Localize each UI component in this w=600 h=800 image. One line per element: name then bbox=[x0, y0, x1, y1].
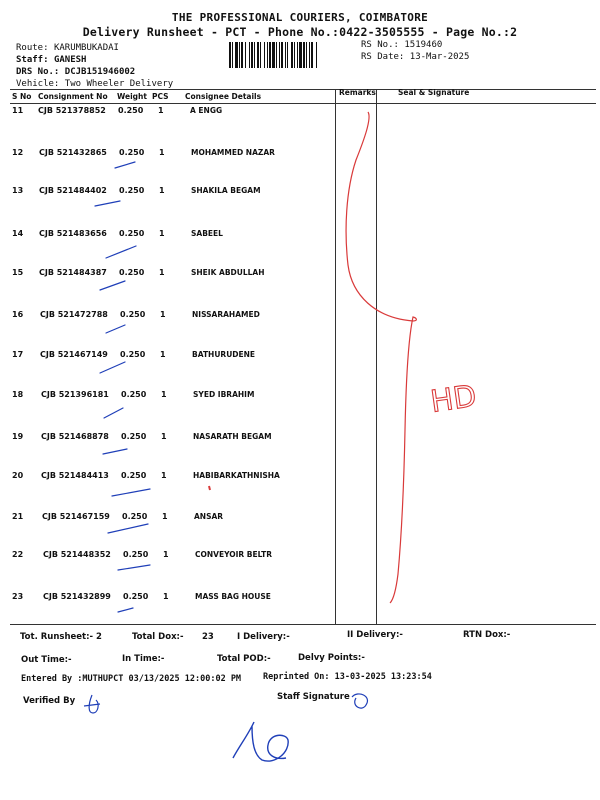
cell-consignment: CJB 521448352 bbox=[43, 550, 111, 559]
total-pod: Total POD:- bbox=[217, 654, 271, 664]
cell-sno: 13 bbox=[12, 186, 24, 195]
cell-pcs: 1 bbox=[159, 229, 165, 238]
cell-weight: 0.250 bbox=[119, 268, 145, 277]
cell-pcs: 1 bbox=[162, 512, 168, 521]
cell-consignment: CJB 521396181 bbox=[41, 390, 109, 399]
delivery-tick bbox=[112, 489, 150, 496]
delivery-tick bbox=[104, 408, 123, 418]
i-delivery: I Delivery:- bbox=[237, 632, 290, 642]
cell-pcs: 1 bbox=[160, 310, 166, 319]
delivery-tick bbox=[108, 524, 148, 533]
cell-consignment: CJB 521468878 bbox=[41, 432, 109, 441]
delivery-tick bbox=[95, 201, 120, 206]
cell-consignment: CJB 521378852 bbox=[38, 106, 106, 115]
cell-sno: 19 bbox=[12, 432, 24, 441]
ii-delivery: II Delivery:- bbox=[347, 630, 403, 640]
col-remarks: Remarks bbox=[339, 88, 376, 97]
cell-sno: 23 bbox=[12, 592, 24, 601]
cell-weight: 0.250 bbox=[119, 148, 145, 157]
rtn-dox: RTN Dox:- bbox=[463, 630, 511, 640]
cell-pcs: 1 bbox=[161, 471, 167, 480]
total-dox-value: 23 bbox=[202, 632, 214, 642]
cell-sno: 14 bbox=[12, 229, 24, 238]
rs-date-value: 13-Mar-2025 bbox=[409, 52, 470, 62]
cell-sno: 15 bbox=[12, 268, 24, 277]
cell-consignment: CJB 521467159 bbox=[42, 512, 110, 521]
entered-by: Entered By :MUTHUPCT 03/13/2025 12:00:02 PM bbox=[21, 674, 242, 684]
cell-weight: 0.250 bbox=[121, 471, 147, 480]
staff-value: GANESH bbox=[53, 55, 87, 65]
cell-sno: 18 bbox=[12, 390, 24, 399]
cell-weight: 0.250 bbox=[123, 550, 149, 559]
cell-consignment: CJB 521483656 bbox=[39, 229, 107, 238]
delivery-tick bbox=[118, 608, 133, 612]
cell-consignee: NISSARAHAMED bbox=[192, 310, 260, 319]
vehicle-value: Two Wheeler Delivery bbox=[64, 79, 174, 89]
cell-consignee: CONVEYOIR BELTR bbox=[195, 550, 273, 559]
large-signature bbox=[233, 722, 288, 761]
col-pcs: PCS bbox=[152, 92, 169, 101]
staff-label: Staff: bbox=[16, 55, 49, 65]
cell-pcs: 1 bbox=[161, 432, 167, 441]
cell-sno: 17 bbox=[12, 350, 24, 359]
cell-consignee: A ENGG bbox=[190, 106, 223, 115]
cell-consignee: MASS BAG HOUSE bbox=[195, 592, 271, 601]
delivery-tick bbox=[100, 281, 125, 290]
cell-consignment: CJB 521432899 bbox=[43, 592, 111, 601]
out-time: Out Time:- bbox=[21, 655, 72, 665]
cell-weight: 0.250 bbox=[119, 229, 145, 238]
delivery-tick bbox=[103, 449, 127, 454]
cell-consignee: BATHURUDENE bbox=[192, 350, 256, 359]
rs-no-label: RS No.: bbox=[361, 40, 399, 50]
cell-pcs: 1 bbox=[163, 592, 169, 601]
verified-by: Verified By bbox=[23, 696, 76, 706]
delivery-tick bbox=[106, 246, 136, 258]
in-time: In Time:- bbox=[122, 654, 165, 664]
cell-sno: 21 bbox=[12, 512, 24, 521]
drs-label: DRS No.: bbox=[16, 67, 60, 77]
cell-pcs: 1 bbox=[159, 148, 165, 157]
cell-consignment: CJB 521484387 bbox=[39, 268, 107, 277]
delivery-tick bbox=[106, 325, 125, 333]
route-value: KARUMBUKADAI bbox=[53, 43, 119, 53]
cell-consignee: SABEEL bbox=[191, 229, 223, 238]
route-label: Route: bbox=[16, 43, 49, 53]
delvy-points: Delvy Points:- bbox=[298, 653, 365, 663]
cell-weight: 0.250 bbox=[122, 512, 148, 521]
cell-consignee: ANSAR bbox=[194, 512, 224, 521]
cell-pcs: 1 bbox=[159, 186, 165, 195]
rs-date-label: RS Date: bbox=[361, 52, 405, 62]
delivery-tick bbox=[100, 362, 125, 373]
vehicle-label: Vehicle: bbox=[16, 79, 60, 89]
cell-weight: 0.250 bbox=[120, 310, 146, 319]
cell-pcs: 1 bbox=[163, 550, 169, 559]
tot-runsheet: Tot. Runsheet:- 2 bbox=[20, 632, 102, 642]
delivery-tick bbox=[115, 162, 135, 168]
runsheet-subtitle: Delivery Runsheet - PCT - Phone No.:0422-3505555 - Page No.:2 bbox=[82, 25, 518, 39]
cell-consignee: NASARATH BEGAM bbox=[193, 432, 272, 441]
col-sno: S No bbox=[12, 92, 32, 101]
cell-weight: 0.250 bbox=[123, 592, 149, 601]
cell-consignee: SHAKILA BEGAM bbox=[191, 186, 261, 195]
cell-weight: 0.250 bbox=[120, 350, 146, 359]
red-mark bbox=[209, 486, 210, 490]
cell-pcs: 1 bbox=[161, 390, 167, 399]
cell-consignment: CJB 521484413 bbox=[41, 471, 109, 480]
col-seal-signature: Seal & Signature bbox=[398, 88, 470, 97]
cell-sno: 12 bbox=[12, 148, 24, 157]
company-title: THE PROFESSIONAL COURIERS, COIMBATORE bbox=[171, 11, 429, 24]
cell-sno: 20 bbox=[12, 471, 24, 480]
col-consignee: Consignee Details bbox=[185, 92, 262, 101]
cell-consignment: CJB 521484402 bbox=[39, 186, 107, 195]
drs-value: DCJB151946002 bbox=[64, 67, 136, 77]
cell-consignment: CJB 521432865 bbox=[39, 148, 107, 157]
delivery-tick bbox=[118, 565, 150, 570]
col-weight: Weight bbox=[117, 92, 147, 101]
verified-signature bbox=[84, 695, 100, 713]
reprinted-on: Reprinted On: 13-03-2025 13:23:54 bbox=[263, 672, 432, 682]
cell-consignment: CJB 521467149 bbox=[40, 350, 108, 359]
cell-sno: 16 bbox=[12, 310, 24, 319]
cell-weight: 0.250 bbox=[121, 390, 147, 399]
col-consignment: Consignment No bbox=[38, 92, 108, 101]
cell-weight: 0.250 bbox=[121, 432, 147, 441]
cell-consignee: HABIBARKATHNISHA bbox=[193, 471, 280, 480]
cell-pcs: 1 bbox=[160, 350, 166, 359]
remarks-bracket-stroke bbox=[346, 112, 416, 603]
staff-signature-scribble bbox=[352, 694, 367, 708]
staff-signature: Staff Signature bbox=[277, 692, 350, 702]
rs-no-value: 1519460 bbox=[404, 40, 443, 50]
cell-sno: 11 bbox=[12, 106, 24, 115]
cell-consignee: SYED IBRAHIM bbox=[193, 390, 255, 399]
cell-sno: 22 bbox=[12, 550, 24, 559]
cell-pcs: 1 bbox=[158, 106, 164, 115]
cell-consignee: SHEIK ABDULLAH bbox=[191, 268, 265, 277]
cell-consignee: MOHAMMED NAZAR bbox=[191, 148, 275, 157]
remark-hd-text: HD bbox=[428, 378, 479, 420]
cell-weight: 0.250 bbox=[118, 106, 144, 115]
cell-pcs: 1 bbox=[159, 268, 165, 277]
cell-weight: 0.250 bbox=[119, 186, 145, 195]
cell-consignment: CJB 521472788 bbox=[40, 310, 108, 319]
total-dox-label: Total Dox:- bbox=[132, 632, 184, 642]
